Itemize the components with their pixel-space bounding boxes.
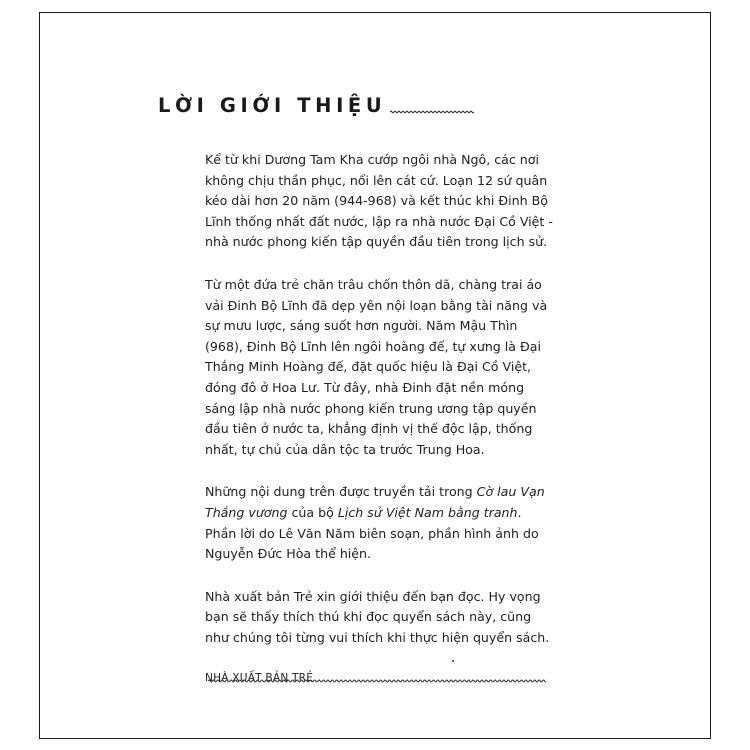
wavy-divider-top (390, 108, 474, 116)
text-run: Từ một đứa trẻ chăn trâu chốn thôn dã, chàng trai áo vải Đinh Bộ Lĩnh đã dẹp yên nội loạn bằng tài năng và sự mưu lược, sáng suốt hơn người. Năm Mậu Thìn (968), Đinh Bộ Lĩnh lên ngôi hoàng đế, tự xưng là Đại Thắng Minh Hoàng đế, đặt quốc hiệu là Đại Cồ Việt, đóng đô ở Hoa Lư. Từ đây, nhà Đinh đặt nền móng sáng lập nhà nước phong kiến trung ương tập quyền đầu tiên ở nước ta, khẳng định vị thế độc lập, thống nhất, tự chủ của dân tộc ta trước Trung Hoa. (205, 276, 548, 457)
text-run: Nhà xuất bản Trẻ xin giới thiệu đến bạn đọc. Hy vọng bạn sẽ thấy thích thú khi đọc quyển sách này, cũng như chúng tôi từng vui thích khi thực hiện quyển sách. (205, 588, 550, 645)
paragraph-2 (205, 275, 555, 460)
italic-title-run: Lịch sử Việt Nam bằng tranh (337, 504, 518, 520)
paragraph-3 (205, 482, 555, 564)
text-run: . Phần lời do Lê Văn Năm biên soạn, phần hình ảnh do Nguyễn Đức Hòa thể hiện. (205, 504, 539, 562)
ink-dot (452, 660, 454, 662)
paragraph-4 (205, 587, 555, 649)
text-run: Kể từ khi Dương Tam Kha cướp ngôi nhà Ngô, các nơi không chịu thần phục, nổi lên cát cứ. Loạn 12 sứ quân kéo dài hơn 20 năm (944-968) và kết thúc khi Đinh Bộ Lĩnh thống nhất đất nước, lập ra nhà nước Đại Cồ Việt - nhà nước phong kiến tập quyền đầu tiên trong lịch sử. (205, 152, 553, 250)
text-run: Những nội dung trên được truyền tải trong (205, 484, 477, 500)
title-row (158, 94, 474, 117)
intro-body (205, 150, 555, 689)
paragraph-1 (205, 150, 555, 253)
italic-title-run: Cờ lau Vạn Thắng vương (205, 484, 545, 520)
text-run: của bộ (287, 504, 338, 520)
page-title: LỜI GIỚI THIỆU (158, 94, 387, 117)
publisher-signature: NHÀ XUẤT BẢN TRẺ (205, 672, 314, 685)
wavy-divider-bottom (208, 676, 546, 686)
